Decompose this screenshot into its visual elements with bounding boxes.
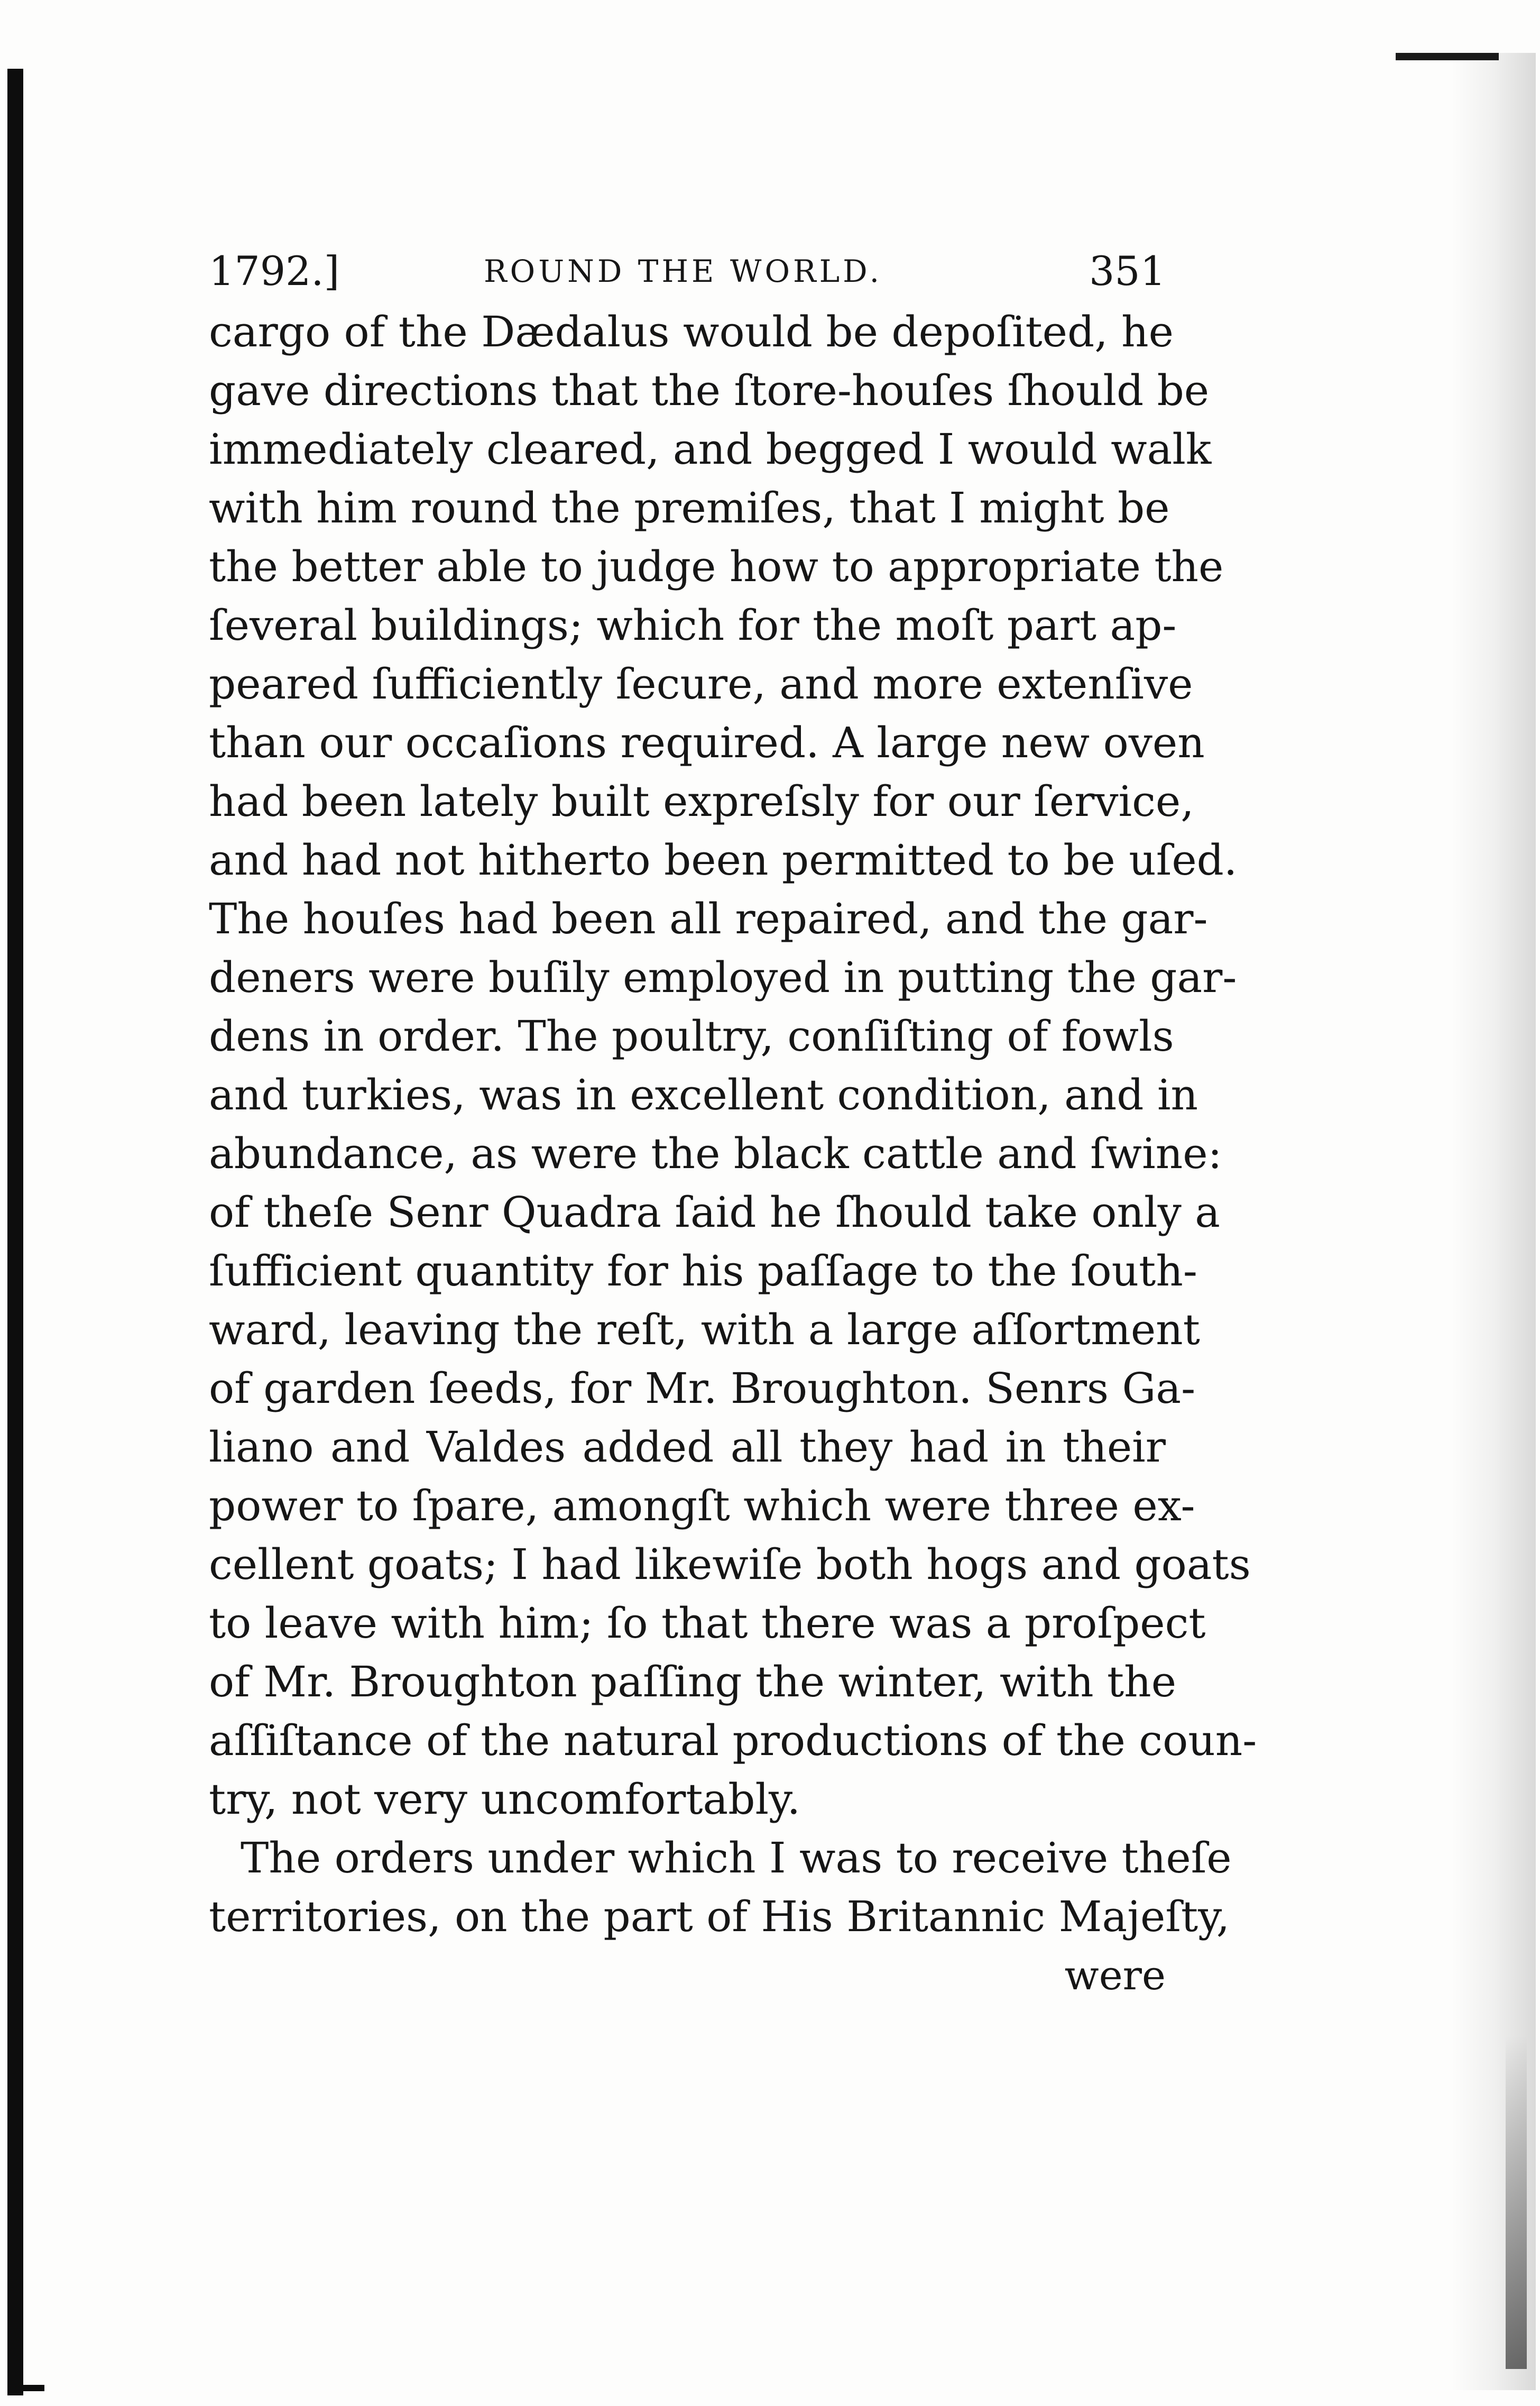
text-line: with him round the premiſes, that I might be (209, 483, 1170, 532)
page-number: 351 (1089, 247, 1166, 295)
text-line: and turkies, was in excellent condition, and in (209, 1070, 1198, 1119)
text-line: to leave with him; ſo that there was a proſpect (209, 1599, 1206, 1648)
page-corner-mark (1396, 53, 1499, 60)
text-line: of Mr. Broughton paſſing the winter, with the (209, 1657, 1177, 1706)
text-line: The orders under which I was to receive theſe (241, 1833, 1232, 1882)
text-line: cellent goats; I had likewiſe both hogs and goats (209, 1540, 1251, 1589)
text-line: liano and Valdes added all they had in their (209, 1422, 1166, 1472)
text-line: ward, leaving the reſt, with a large aſſortment (209, 1305, 1200, 1354)
running-head-title: ROUND THE WORLD. (484, 253, 883, 289)
text-line: and had not hitherto been permitted to be uſed. (209, 835, 1238, 885)
text-line: gave directions that the ſtore-houſes ſhould be (209, 366, 1210, 415)
binding-edge (7, 69, 23, 2395)
text-line: The houſes had been all repaired, and the gar- (209, 894, 1208, 943)
body-text (209, 302, 1257, 2005)
text-line: immediately cleared, and begged I would walk (209, 425, 1212, 474)
binding-edge-foot (7, 2385, 44, 2391)
catchword-line (209, 1946, 1166, 2005)
text-line: had been lately built expreſsly for our ſervice, (209, 777, 1194, 826)
running-head-year: 1792.] (209, 247, 340, 295)
text-line: territories, on the part of His Britannic Majeſty, (209, 1892, 1230, 1941)
text-line: the better able to judge how to appropriate the (209, 542, 1224, 591)
text-line: dens in order. The poultry, conſiſting of fowls (209, 1012, 1174, 1061)
text-line: try, not very uncomfortably. (209, 1775, 801, 1824)
running-head (209, 242, 1166, 300)
text-line: peared ſufficiently ſecure, and more extenſive (209, 659, 1193, 709)
text-line: of theſe Senr Quadra ſaid he ſhould take only a (209, 1188, 1220, 1237)
text-line: aſſiſtance of the natural productions of the coun- (209, 1716, 1257, 1765)
page-edge-dark-corner (1506, 2036, 1527, 2369)
text-line: power to ſpare, amongſt which were three ex- (209, 1481, 1195, 1530)
text-line: ſufficient quantity for his paſſage to the ſouth- (209, 1246, 1197, 1296)
text-line: abundance, as were the black cattle and ſwine: (209, 1129, 1222, 1178)
text-line: deners were buſily employed in putting the gar- (209, 953, 1237, 1002)
text-line: than our occaſions required. A large new oven (209, 718, 1205, 767)
catchword: were (1064, 1952, 1166, 1999)
text-line: ſeveral buildings; which for the moſt part ap- (209, 601, 1177, 650)
text-line: of garden ſeeds, for Mr. Broughton. Senrs Ga- (209, 1364, 1196, 1413)
text-line: cargo of the Dædalus would be depoſited, he (209, 307, 1174, 356)
